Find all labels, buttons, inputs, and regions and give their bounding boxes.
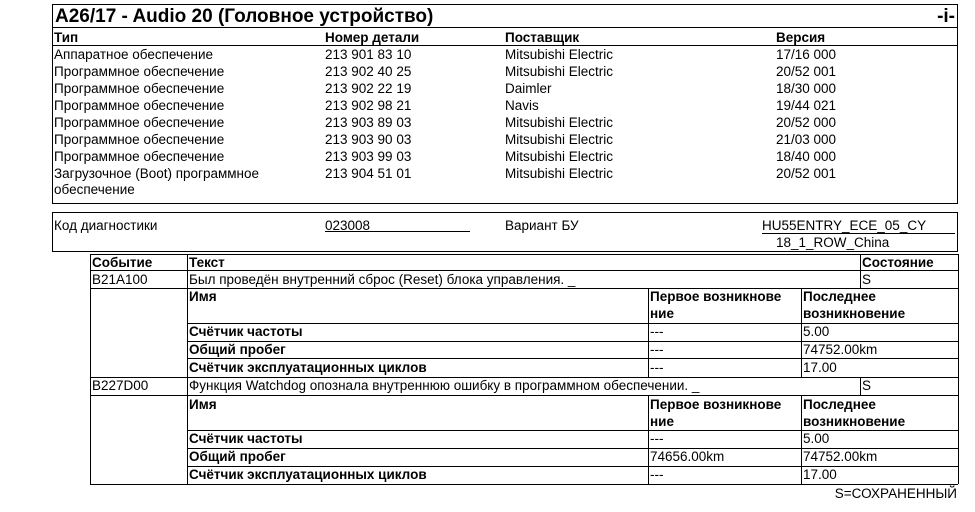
param-last: 74752.00km: [803, 342, 878, 357]
grid-line: [90, 254, 91, 484]
col-version: Версия: [776, 30, 826, 45]
row-version: 18/30 000: [776, 81, 837, 96]
param-name: Счётчик эксплуатационных циклов: [189, 467, 427, 482]
row-type: Программное обеспечение: [54, 64, 225, 79]
row-part: 213 901 83 10: [325, 47, 412, 62]
row-supplier: Mitsubishi Electric: [505, 132, 614, 147]
row-part: 213 903 89 03: [325, 115, 412, 130]
param-first: ---: [650, 467, 664, 482]
param-first: ---: [650, 360, 664, 375]
param-name: Счётчик частоты: [189, 431, 303, 446]
col-last: Последнее: [803, 397, 876, 412]
diag-variant-value: HU55ENTRY_ECE_05_CY: [762, 218, 927, 233]
row-type: Аппаратное обеспечение: [54, 47, 214, 62]
grid-line: [187, 358, 958, 359]
col-supplier: Поставщик: [505, 30, 580, 45]
row-supplier: Mitsubishi Electric: [505, 149, 614, 164]
param-name: Счётчик эксплуатационных циклов: [189, 360, 427, 375]
row-supplier: Mitsubishi Electric: [505, 64, 614, 79]
param-first: ---: [650, 324, 664, 339]
event-state: S: [862, 378, 872, 393]
diag-variant-underline: [762, 233, 955, 234]
param-first: ---: [650, 431, 664, 446]
grid-line: [90, 395, 958, 396]
row-type-cont: обеспечение: [54, 182, 135, 197]
diag-variant-value-cont: 18_1_ROW_China: [776, 235, 890, 250]
row-version: 17/16 000: [776, 47, 837, 62]
row-version: 20/52 001: [776, 166, 837, 181]
param-first: 74656.00km: [650, 449, 725, 464]
row-version: 21/03 000: [776, 132, 837, 147]
row-type: Программное обеспечение: [54, 132, 225, 147]
col-event: Событие: [92, 255, 153, 270]
col-part: Номер детали: [325, 30, 420, 45]
row-version: 20/52 000: [776, 115, 837, 130]
row-type: Программное обеспечение: [54, 81, 225, 96]
event-code: B227D00: [92, 378, 149, 393]
ecu-header: [52, 4, 958, 28]
row-supplier: Mitsubishi Electric: [505, 115, 614, 130]
param-last: 17.00: [803, 360, 837, 375]
row-part: 213 902 98 21: [325, 98, 412, 113]
grid-line: [860, 254, 861, 288]
param-last: 17.00: [803, 467, 837, 482]
info-icon[interactable]: -i-: [937, 6, 955, 27]
event-state: S: [862, 272, 872, 287]
col-first: Первое возникнове: [650, 289, 782, 304]
diag-code-value: 023008: [325, 218, 371, 233]
param-first: ---: [650, 342, 664, 357]
col-first-cont: ние: [650, 306, 674, 321]
grid-line: [187, 254, 188, 484]
row-part: 213 903 90 03: [325, 132, 412, 147]
row-supplier: Navis: [505, 98, 539, 113]
grid-line: [648, 395, 649, 484]
param-name: Счётчик частоты: [189, 324, 303, 339]
diag-code-label: Код диагностики: [54, 218, 158, 233]
row-supplier: Mitsubishi Electric: [505, 166, 614, 181]
row-supplier: Daimler: [505, 81, 552, 96]
col-first: Первое возникнове: [650, 397, 782, 412]
col-state: Состояние: [862, 255, 934, 270]
row-type: Программное обеспечение: [54, 115, 225, 130]
param-last: 5.00: [803, 431, 830, 446]
col-type: Тип: [54, 30, 79, 45]
col-last-cont: возникновение: [803, 306, 906, 321]
row-part: 213 903 99 03: [325, 149, 412, 164]
row-part: 213 902 40 25: [325, 64, 412, 79]
grid-line: [90, 484, 958, 485]
header-divider: [52, 45, 958, 46]
row-type: Загрузочное (Boot) программное: [54, 166, 260, 181]
event-text: Функция Watchdog опознала внутреннюю ошибку в программном обеспечении. _: [189, 378, 700, 393]
param-name: Общий пробег: [189, 449, 286, 464]
grid-line: [958, 254, 959, 484]
row-version: 18/40 000: [776, 149, 837, 164]
grid-line: [801, 395, 802, 484]
status-legend: S=СОХРАНЕННЫЙ: [834, 486, 957, 501]
ecu-title: A26/17 - Audio 20 (Головное устройство): [55, 6, 434, 27]
col-text: Текст: [189, 255, 225, 270]
event-code: B21A100: [92, 272, 148, 287]
row-part: 213 904 51 01: [325, 166, 412, 181]
grid-line: [187, 323, 958, 324]
diag-code-underline: [325, 231, 470, 232]
diag-variant-label: Вариант БУ: [505, 218, 579, 233]
param-name: Общий пробег: [189, 342, 286, 357]
col-last: Последнее: [803, 289, 876, 304]
grid-line: [801, 288, 802, 377]
col-last-cont: возникновение: [803, 414, 906, 429]
grid-line: [187, 430, 958, 431]
grid-line: [648, 288, 649, 377]
event-text: Был проведён внутренний сброс (Reset) блока управления. _: [189, 272, 576, 287]
col-name: Имя: [189, 397, 217, 412]
col-first-cont: ние: [650, 414, 674, 429]
row-version: 20/52 001: [776, 64, 837, 79]
row-version: 19/44 021: [776, 98, 837, 113]
row-supplier: Mitsubishi Electric: [505, 47, 614, 62]
col-name: Имя: [189, 289, 217, 304]
row-type: Программное обеспечение: [54, 98, 225, 113]
row-part: 213 902 22 19: [325, 81, 412, 96]
param-last: 5.00: [803, 324, 830, 339]
param-last: 74752.00km: [803, 449, 878, 464]
row-type: Программное обеспечение: [54, 149, 225, 164]
grid-line: [860, 377, 861, 395]
